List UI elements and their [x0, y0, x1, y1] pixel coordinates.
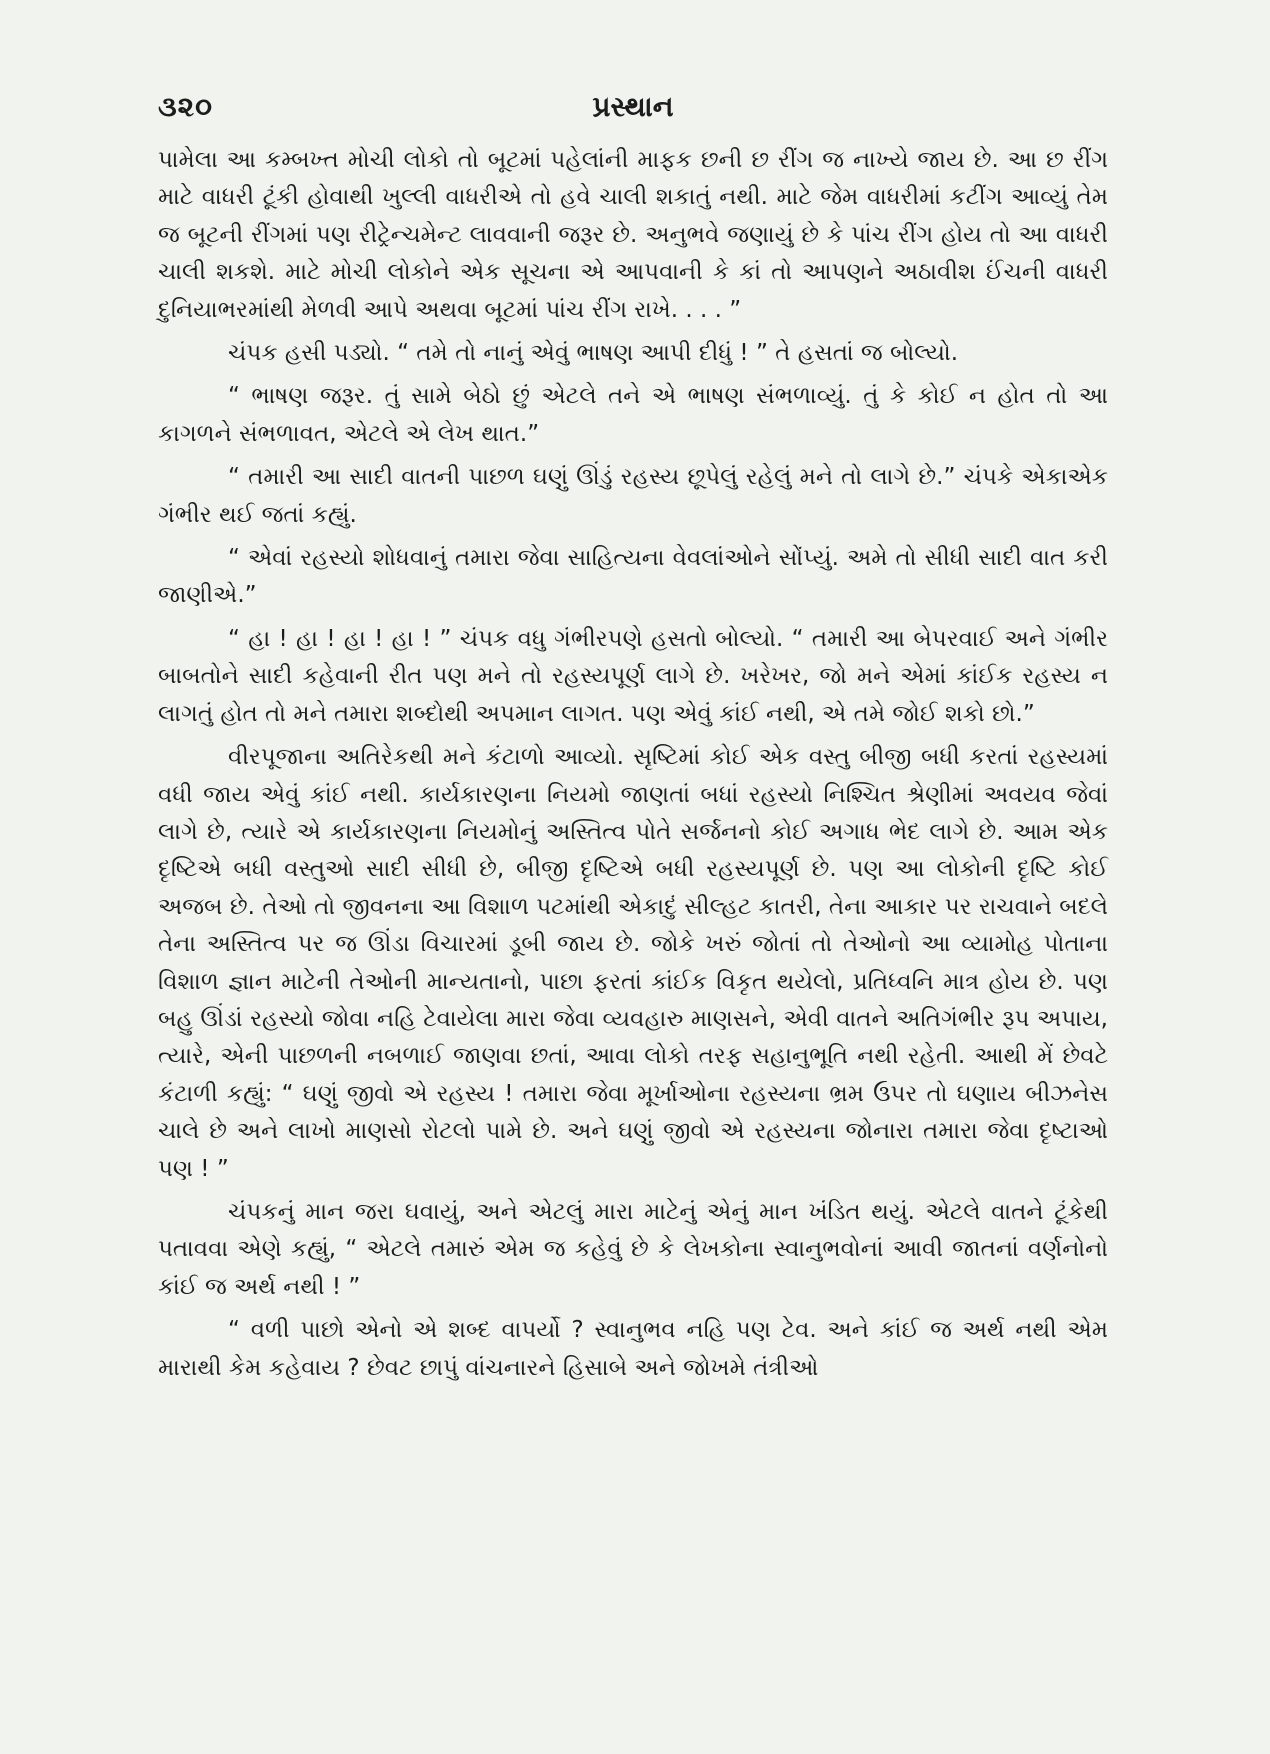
paragraph: “ હા ! હા ! હા ! હા ! ” ચંપક વધુ ગંભીરપણે હસતો બોલ્યો. “ તમારી આ બેપરવાઈ અને ગંભીર બાબતોને સાદી કહેવાની રીત પણ મને તો રહસ્યપૂર્ણ લાગે છે. ખરેખર, જો મને એમાં કાંઈક રહસ્ય ન લાગતું હોત તો મને તમારા શબ્દોથી અપમાન લાગત. પણ એવું કાંઈ નથી, એ તમે જોઈ શકો છો.” — [158, 625, 1108, 727]
paragraph: ચંપકનું માન જરા ઘવાયું, અને એટલું મારા માટેનું એનું માન ખંડિત થયું. એટલે વાતને ટૂંકેથી પતાવવા એણે કહ્યું, “ એટલે તમારું એમ જ કહેવું છે કે લેખકોના સ્વાનુભવોનાં આવી જાતનાં વર્ણનોનો કાંઈ જ અર્થ નથી ! ” — [158, 1198, 1108, 1300]
paragraph: “ ભાષણ જરૂર. તું સામે બેઠો છું એટલે તને એ ભાષણ સંભળાવ્યું. તું કે કોઈ ન હોત તો આ કાગળને સંભળાવત, એટલે એ લેખ થાત.” — [158, 383, 1108, 447]
paragraph: “ વળી પાછો એનો એ શબ્દ વાપર્યો ? સ્વાનુભવ નહિ પણ ટેવ. અને કાંઈ જ અર્થ નથી એમ મારાથી કેમ કહેવાય ? છેવટ છાપું વાંચનારને હિસાબે અને જોખમે તંત્રીઓ — [158, 1317, 1108, 1381]
paragraph: “ એવાં રહસ્યો શોધવાનું તમારા જેવા સાહિત્યના વેવલાંઓને સોંપ્યું. અમે તો સીધી સાદી વાત કરી જાણીએ.” — [158, 545, 1108, 609]
page-header — [158, 90, 1108, 130]
paragraph: “ તમારી આ સાદી વાતની પાછળ ઘણું ઊંડું રહસ્ય છૂપેલું રહેલું મને તો લાગે છે.” ચંપકે એકાએક ગંભીર થઈ જતાં કહ્યું. — [158, 464, 1108, 528]
paragraph: ચંપક હસી પડ્યો. “ તમે તો નાનું એવું ભાષણ આપી દીધું ! ” તે હસતાં જ બોલ્યો. — [228, 340, 959, 367]
paragraph: વીરપૂજાના અતિરેકથી મને કંટાળો આવ્યો. સૃષ્ટિમાં કોઈ એક વસ્તુ બીજી બધી કરતાં રહસ્યમાં વધી જાય એવું કાંઈ નથી. કાર્યકારણના નિયમો જાણતાં બધાં રહસ્યો નિશ્ચિત શ્રેણીમાં અવયવ જેવાં લાગે છે, ત્યારે એ કાર્યકારણના નિયમોનું અસ્તિત્વ પોતે સર્જનનો કોઈ અગાધ ભેદ લાગે છે. આમ એક દૃષ્ટિએ બધી વસ્તુઓ સાદી સીધી છે, બીજી દૃષ્ટિએ બધી રહસ્યપૂર્ણ છે. પણ આ લોકોની દૃષ્ટિ કોઈ અજબ છે. તેઓ તો જીવનના આ વિશાળ પટમાંથી એકાદું સીલ્હટ કાતરી, તેના આકાર પર રાચવાને બદલે તેના અસ્તિત્વ પર જ ઊંડા વિચારમાં ડૂબી જાય છે. જોકે ખરું જોતાં તો તેઓનો આ વ્યામોહ પોતાના વિશાળ જ્ઞાન માટેની તેઓની માન્યતાનો, પાછા ફરતાં કાંઈક વિકૃત થયેલો, પ્રતિધ્વનિ માત્ર હોય છે. પણ બહુ ઊંડાં રહસ્યો જોવા નહિ ટેવાયેલા મારા જેવા વ્યવહારુ માણસને, એવી વાતને અતિગંભીર રૂપ અપાય, ત્યારે, એની પાછળની નબળાઈ જાણવા છતાં, આવા લોકો તરફ સહાનુભૂતિ નથી રહેતી. આથી મેં છેવટે કંટાળી કહ્યું: “ ઘણું જીવો એ રહસ્ય ! તમારા જેવા મૂર્ખાઓના રહસ્યના ભ્રમ ઉપર તો ઘણાય બીઝનેસ ચાલે છે અને લાખો માણસો રોટલો પામે છે. અને ઘણું જીવો એ રહસ્યના જોનારા તમારા જેવા દૃષ્ટાઓ પણ ! ” — [158, 744, 1108, 1182]
paragraph-continued: પામેલા આ કમ્બખ્ત મોચી લોકો તો બૂટમાં પહેલાંની માફક છની છ રીંગ જ નાખ્યે જાય છે. આ છ રીંગ માટે વાધરી ટૂંકી હોવાથી ખુલ્લી વાધરીએ તો હવે ચાલી શકાતું નથી. માટે જેમ વાધરીમાં કટીંગ આવ્યું તેમ જ બૂટની રીંગમાં પણ રીટ્રેન્ચમેન્ટ લાવવાની જરૂર છે. અનુભવે જણાયું છે કે પાંચ રીંગ હોય તો આ વાધરી ચાલી શકશે. માટે મોચી લોકોને એક સૂચના એ આપવાની કે કાં તો આપણને અઠાવીશ ઈંચની વાધરી દુનિયાભરમાંથી મેળવી આપે અથવા બૂટમાં પાંચ રીંગ રાખે. . . . ” — [158, 147, 1108, 323]
body-text — [158, 142, 1108, 1393]
running-title: પ્રસ્થાન — [592, 90, 674, 123]
page-number: ૩૨૦ — [158, 90, 213, 123]
